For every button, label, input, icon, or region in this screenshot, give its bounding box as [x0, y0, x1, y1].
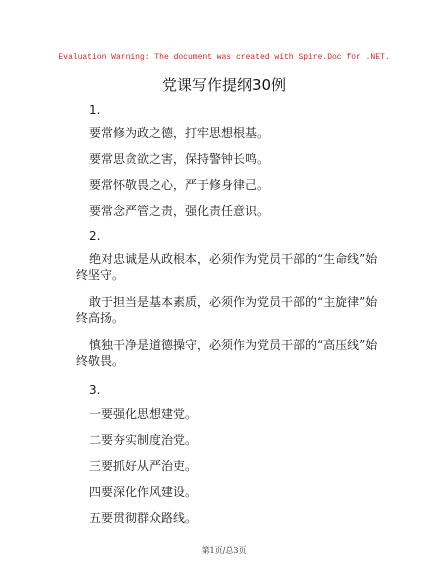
section-2-para-3-line-1: 慎独干净是道德操守，必须作为党员干部的“高压线”始 [89, 338, 378, 352]
section-1-line-2: 要常思贪欲之害，保持警钟长鸣。 [89, 152, 270, 166]
section-3-line-1: 一要强化思想建党。 [89, 407, 198, 421]
section-1-line-4: 要常念严管之责，强化责任意识。 [89, 204, 270, 218]
section-number-3: 3. [89, 383, 101, 397]
section-3-line-3: 三要抓好从严治吏。 [89, 459, 198, 473]
section-2-para-2-line-2: 终高扬。 [76, 311, 125, 325]
section-3-line-5: 五要贯彻群众路线。 [89, 511, 198, 525]
section-2-para-1-line-1: 绝对忠诚是从政根本，必须作为党员干部的“生命线”始 [89, 252, 378, 266]
section-3-line-2: 二要夯实制度治党。 [89, 433, 198, 447]
evaluation-warning: Evaluation Warning: The document was created with Spire.Doc for .NET. [58, 53, 390, 62]
section-number-2: 2. [89, 229, 101, 243]
section-2-para-3-line-2: 终敬畏。 [76, 354, 125, 368]
section-2-para-2-line-1: 敢于担当是基本素质，必须作为党员干部的“主旋律”始 [89, 295, 378, 309]
section-number-1: 1. [89, 103, 101, 117]
section-1-line-1: 要常修为政之德，打牢思想根基。 [89, 126, 270, 140]
section-1-line-3: 要常怀敬畏之心，严于修身律己。 [89, 178, 270, 192]
section-2-para-1-line-2: 终坚守。 [76, 268, 125, 282]
section-3-line-4: 四要深化作风建设。 [89, 485, 198, 499]
document-title: 党课写作提纲30例 [161, 76, 287, 94]
page-footer: 第1页/总3页 [201, 546, 247, 555]
